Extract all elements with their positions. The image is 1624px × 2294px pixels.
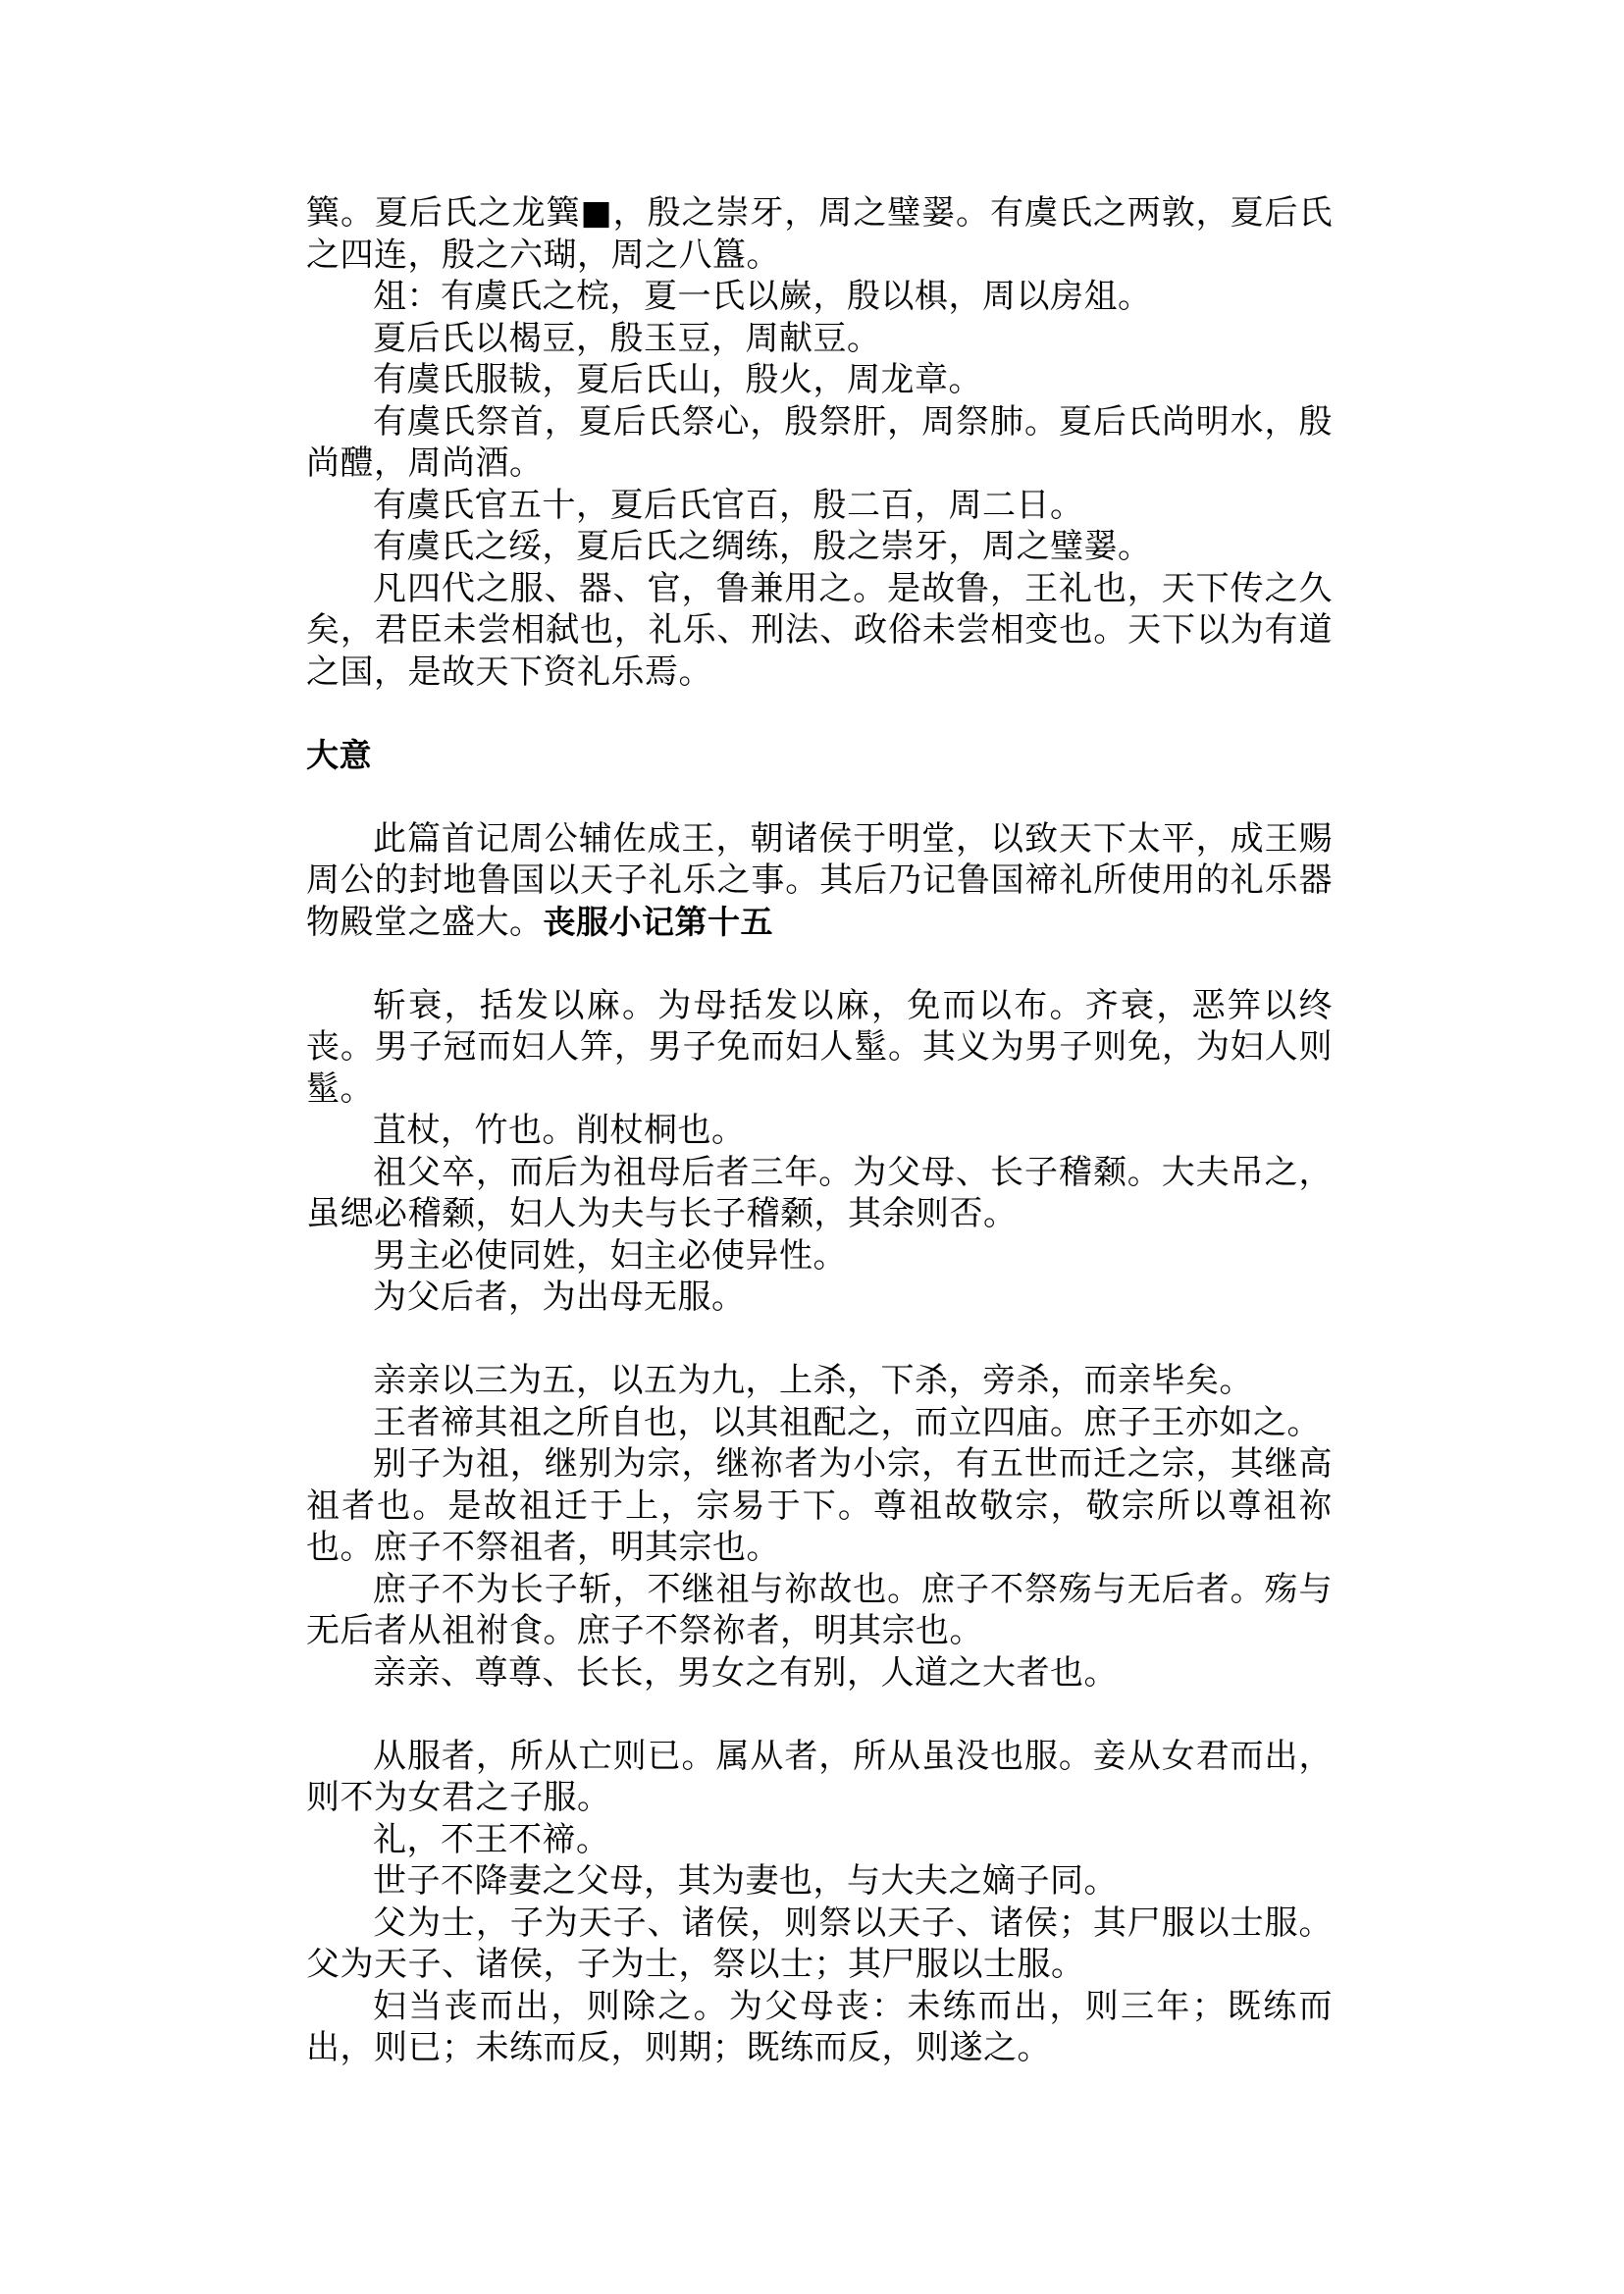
paragraph: 为父后者，为出母无服。 — [373, 1277, 746, 1317]
paragraph: 祖父卒，而后为祖母后者三年。为父母、长子稽颡。大夫吊之，虽缌必稽颡，妇人为夫与长子稽颡，其余则否。 — [306, 1152, 1333, 1233]
spacer — [306, 776, 1333, 818]
summary-paragraph — [306, 818, 1333, 944]
paragraph: 从服者，所从亡则已。属从者，所从虽没也服。妾从女君而出，则不为女君之子服。 — [306, 1736, 1333, 1817]
paragraph: 妇当丧而出，则除之。为父母丧：未练而出，则三年；既练而出，则已；未练而反，则期；既练而反，则遂之。 — [306, 1986, 1333, 2067]
paragraph: 凡四代之服、器、官，鲁兼用之。是故鲁，王礼也，天下传之久矣，君臣未尝相弑也，礼乐、刑法、政俗未尝相变也。天下以为有道之国，是故天下资礼乐焉。 — [306, 568, 1333, 692]
document-page — [306, 192, 1333, 2069]
paragraph: 有虞氏祭首，夏后氏祭心，殷祭肝，周祭肺。夏后氏尚明水，殷尚醴，周尚酒。 — [306, 401, 1333, 483]
spacer — [306, 943, 1333, 985]
paragraph: 男主必使同姓，妇主必使异性。 — [373, 1235, 847, 1276]
paragraph: 夏后氏以楬豆，殷玉豆，周献豆。 — [373, 318, 881, 358]
paragraph: 世子不降妻之父母，其为妻也，与大夫之嫡子同。 — [373, 1861, 1118, 1901]
paragraph: 礼，不王不禘。 — [373, 1819, 610, 1859]
paragraph: 别子为祖，继别为宗，继祢者为小宗，有五世而迁之宗，其继高祖者也。是故祖迁于上，宗易于下。尊祖故敬宗，敬宗所以尊祖祢也。庶子不祭祖者，明其宗也。 — [306, 1444, 1333, 1567]
paragraph: 有虞氏官五十，夏后氏官百，殷二百，周二日。 — [373, 485, 1084, 525]
paragraph: 俎：有虞氏之梡，夏一氏以嶡，殷以椇，周以房俎。 — [373, 277, 1152, 316]
paragraph: 庶子不为长子斩，不继祖与祢故也。庶子不祭殇与无后者。殇与无后者从祖祔食。庶子不祭祢者，明其宗也。 — [306, 1569, 1333, 1650]
paragraph: 簨。夏后氏之龙簨■，殷之崇牙，周之璧翣。有虞氏之两敦，夏后氏之四连，殷之六瑚，周之八簋。 — [306, 193, 1333, 275]
summary-text: 此篇首记周公辅佐成王，朝诸侯于明堂，以致天下太平，成王赐周公的封地鲁国以天子礼乐之事。其后乃记鲁国禘礼所使用的礼乐器物殿堂之盛大。 — [306, 818, 1333, 942]
spacer — [306, 1319, 1333, 1361]
chapter-title: 丧服小记第十五 — [543, 902, 773, 941]
paragraph: 有虞氏之绥，夏后氏之绸练，殷之崇牙，周之璧翣。 — [373, 527, 1152, 566]
paragraph: 亲亲、尊尊、长长，男女之有别，人道之大者也。 — [373, 1652, 1118, 1693]
spacer — [306, 693, 1333, 735]
spacer — [306, 1694, 1333, 1736]
paragraph: 亲亲以三为五，以五为九，上杀，下杀，旁杀，而亲毕矣。 — [373, 1361, 1253, 1400]
paragraph: 斩衰，括发以麻。为母括发以麻，免而以布。齐衰，恶笄以终丧。男子冠而妇人笄，男子免而妇人髽。其义为男子则免，为妇人则髽。 — [306, 985, 1333, 1109]
paragraph: 王者禘其祖之所自也，以其祖配之，而立四庙。庶子王亦如之。 — [373, 1402, 1321, 1442]
paragraph: 父为士，子为天子、诸侯，则祭以天子、诸侯；其尸服以士服。父为天子、诸侯，子为士，祭以士；其尸服以士服。 — [306, 1903, 1333, 1984]
paragraph: 苴杖，竹也。削杖桐也。 — [373, 1111, 746, 1150]
paragraph: 有虞氏服韨，夏后氏山，殷火，周龙章。 — [373, 360, 982, 399]
section-heading: 大意 — [306, 735, 372, 774]
